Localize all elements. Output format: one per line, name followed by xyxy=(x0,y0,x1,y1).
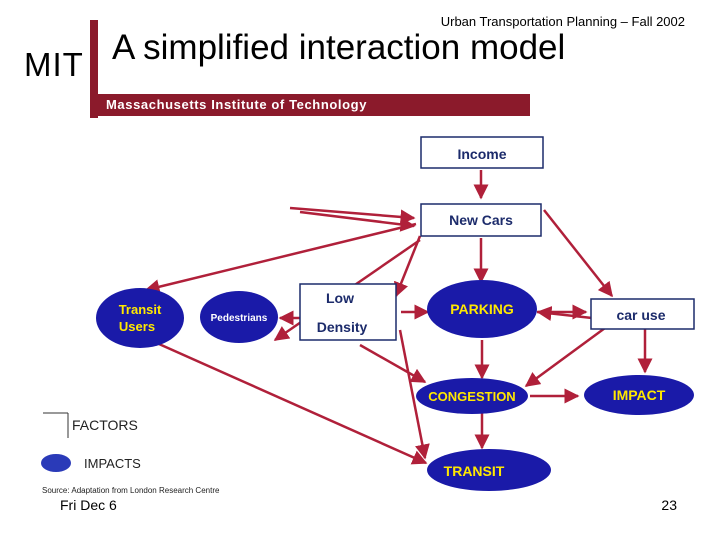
arrow-lowdensity-to-congestion xyxy=(360,345,425,382)
slide-title: A simplified interaction model xyxy=(112,28,566,67)
arrow-newcars-to-transitusers xyxy=(146,224,416,290)
new-cars-label: New Cars xyxy=(449,212,513,228)
income-label: Income xyxy=(457,146,507,162)
institution-label: Massachusetts Institute of Technology xyxy=(106,97,368,112)
course-title: Urban Transportation Planning – Fall 2002 xyxy=(440,14,685,29)
arrow-newcars-to-caruse xyxy=(544,210,612,296)
transit-users-label-2: Users xyxy=(118,319,156,334)
impact-label: IMPACT xyxy=(612,387,666,403)
arrow-caruse-to-congestion xyxy=(526,328,605,386)
density-label: Density xyxy=(316,319,368,335)
low-label: Low xyxy=(326,290,354,306)
legend-impacts-swatch xyxy=(41,454,71,472)
congestion-label: CONGESTION xyxy=(428,389,516,404)
transit-users-label-1: Transit xyxy=(118,302,162,317)
legend-impacts-label: IMPACTS xyxy=(84,456,141,471)
transit-users-ellipse xyxy=(96,288,184,348)
arrow-newcars-to-lowdensity xyxy=(396,236,420,296)
car-use-label: car use xyxy=(616,307,666,323)
pedestrians-label: Pedestrians xyxy=(210,313,268,324)
parking-label: PARKING xyxy=(450,301,514,317)
mit-logo: MIT xyxy=(24,46,84,83)
footer-date: Fri Dec 6 xyxy=(60,497,117,513)
page-number: 23 xyxy=(661,497,677,513)
legend-source-note: Source: Adaptation from London Research Centre xyxy=(42,486,220,495)
transit-label: TRANSIT xyxy=(443,463,505,479)
legend-factors-label: FACTORS xyxy=(72,417,138,433)
